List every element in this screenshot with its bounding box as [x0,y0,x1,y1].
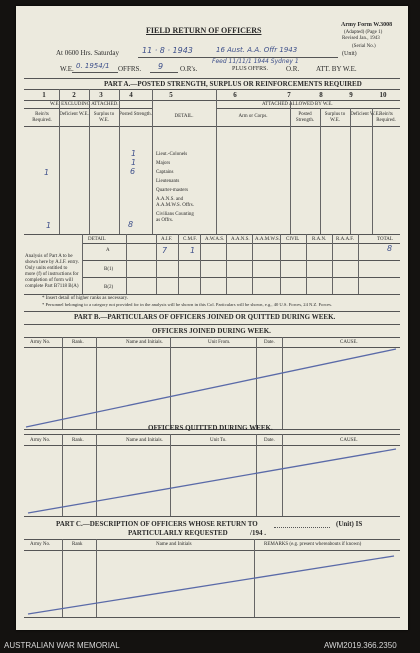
date-handwritten: 11 · 8 · 1943 [142,46,193,55]
part-c-header: Name and Initials [156,542,192,547]
cancel-stroke [24,347,400,429]
detail-row: Lieutenants [156,179,180,184]
at-line: At 0600 Hrs. Saturday [56,49,119,57]
analysis-header: R.A.N. [312,237,327,242]
hand-value: 1 [131,149,137,158]
joined-header: Army No. [30,340,51,345]
quitted-header: CAUSE. [340,438,358,443]
serial-label: (Serial No.) [352,44,376,49]
we-excluding-attached: W.E. EXCLUDING ATTACHED. [50,102,119,107]
col-header: Deficient W.E. [350,112,380,117]
hand-value: 1 [46,221,52,230]
analysis-text: Only units entitled to [25,266,68,271]
detail-row: Captains [156,170,174,175]
quitted-header: Date. [264,438,275,443]
hand-value: 1 [44,168,50,177]
joined-header: Rank. [72,340,84,345]
we-label: W.E. [60,65,74,73]
part-c-header: REMARKS (e.g. present whereabouts if known) [264,542,362,547]
cancel-stroke [24,445,400,516]
joined-header: Unit From. [208,340,231,345]
ors-label: O.R's. [180,65,198,73]
part-c-title-b: (Unit) IS [336,520,363,528]
analysis-header: A.A.N.S. [231,237,250,242]
joined-header: Name and Initials. [126,340,163,345]
analysis-header: TOTAL [377,237,393,242]
analysis-row: B(1) [104,267,114,272]
unit-handwritten: 16 Aust. A.A. Offr 1943 [216,46,298,54]
col-number: 10 [379,91,387,99]
footer-right: AWM2019.366.2350 [324,641,397,650]
quitted-header: Rank. [72,438,84,443]
footer-left: AUSTRALIAN WAR MEMORIAL [4,641,120,650]
analysis-row: A [106,248,110,253]
col-number: 1 [42,91,46,99]
col-number: 9 [349,91,353,99]
we-handwritten: 0. 1954/1 [76,62,110,70]
analysis-text: complete Part B7118 B(A) [25,284,79,289]
detail-row: as Offrs. [156,218,174,223]
we-extra-handwritten: Feed 11/11/1 1944 Sydney 1 [212,58,299,65]
analysis-hand: 1 [190,246,196,255]
col-header: Surplus to W.E. [93,112,115,123]
hand-value: 6 [130,167,136,176]
detail-row: A.A.M.W.S. Offrs. [156,203,194,208]
col-header: Posted Strength. [119,112,152,117]
col-header: Arm or Corps. [238,114,268,119]
attached-allowed: ATTACHED ALLOWED BY W.E. [262,102,333,107]
analysis-text: completion of form will [25,278,73,283]
part-c-title-d: /194 . [250,529,266,537]
detail-row: Civilians Counting [156,212,194,217]
analysis-header: DETAIL [88,237,106,242]
analysis-text: shown here by A.I.F. entry. [25,260,79,265]
cancel-stroke [24,550,400,617]
analysis-text: more (f) of instructions for [25,272,79,277]
part-b-title: PART B.—PARTICULARS OF OFFICERS JOINED OR QUITTED DURING WEEK. [74,313,336,321]
col-header: DETAIL. [174,114,194,119]
att-label: ATT. BY W.E. [316,65,357,73]
col-header: Surplus to W.E. [324,112,346,123]
note-1: * Insert detail of higher ranks as necessary. [42,296,129,301]
quitted-header: Name and Initials. [126,438,163,443]
analysis-header: A.W.A.S. [205,237,225,242]
part-c-title-a: PART C.—DESCRIPTION OF OFFICERS WHOSE RETURN TO [56,520,258,528]
joined-title: OFFICERS JOINED DURING WEEK. [152,327,271,335]
col-header: Rein'ts Required. [32,112,52,123]
revised-note: Revised Jan., 1943 [342,36,380,41]
col-number: 6 [233,91,237,99]
col-number: 5 [169,91,173,99]
detail-row: Quarter-masters [156,188,189,193]
part-c-header: Rank [72,542,83,547]
joined-header: Date. [264,340,275,345]
part-a-title: PART A.—POSTED STRENGTH, SURPLUS OR REINFORCEMENTS REQUIRED [104,80,362,88]
part-c-title-c: PARTICULARLY REQUESTED [128,529,228,537]
part-c-header: Army No. [30,542,51,547]
analysis-header: A.A.M.W.S. [255,237,280,242]
analysis-header: A.I.F. [161,237,173,242]
analysis-header: CIVIL [286,237,300,242]
quitted-header: Unit To. [210,438,227,443]
col-number: 7 [287,91,291,99]
col-number: 8 [319,91,323,99]
joined-header: CAUSE. [340,340,358,345]
analysis-header: C.M.F. [183,237,197,242]
analysis-hand: 7 [162,246,168,255]
detail-row: Majors [156,161,171,166]
hand-value: 1 [131,158,137,167]
quitted-header: Army No. [30,438,51,443]
col-number: 3 [99,91,103,99]
form-paper [16,6,408,630]
analysis-hand: 8 [387,244,393,253]
adapted-note: (Adapted) (Page 1) [344,30,383,35]
col-number: 4 [129,91,133,99]
hand-value: 8 [128,220,134,229]
analysis-text: Analysis of Part A to be [25,254,73,259]
plus-offrs-label: PLUS OFFRS. [232,66,269,72]
col-header: Posted Strength. [295,112,315,123]
unit-label: (Unit) [342,51,357,57]
col-number: 2 [72,91,76,99]
analysis-header: R.A.A.F. [336,237,354,242]
army-form-number: Army Form W.3008 [341,22,393,28]
col-header: Deficient W.E. [59,112,89,117]
detail-row: Lieut.-Colonels [156,152,188,157]
offrs-label: OFFRS. [118,65,142,73]
quitted-title: OFFICERS QUITTED DURING WEEK. [148,424,273,432]
col-header: Rein'ts Required. [376,112,396,123]
offrs-handwritten: 9 [158,62,164,71]
analysis-row: B(2) [104,285,114,290]
or-label: O.R. [286,65,300,73]
detail-row: A.A.N.S. and [156,197,184,202]
form-title: FIELD RETURN OF OFFICERS [146,26,262,35]
note-2: * Personnel belonging to a category not provided for in the analysis will be shown in this Col. Particulars will be shown, e.g., 40 U.S. Forces, 24 N.Z. Forces. [42,302,333,307]
